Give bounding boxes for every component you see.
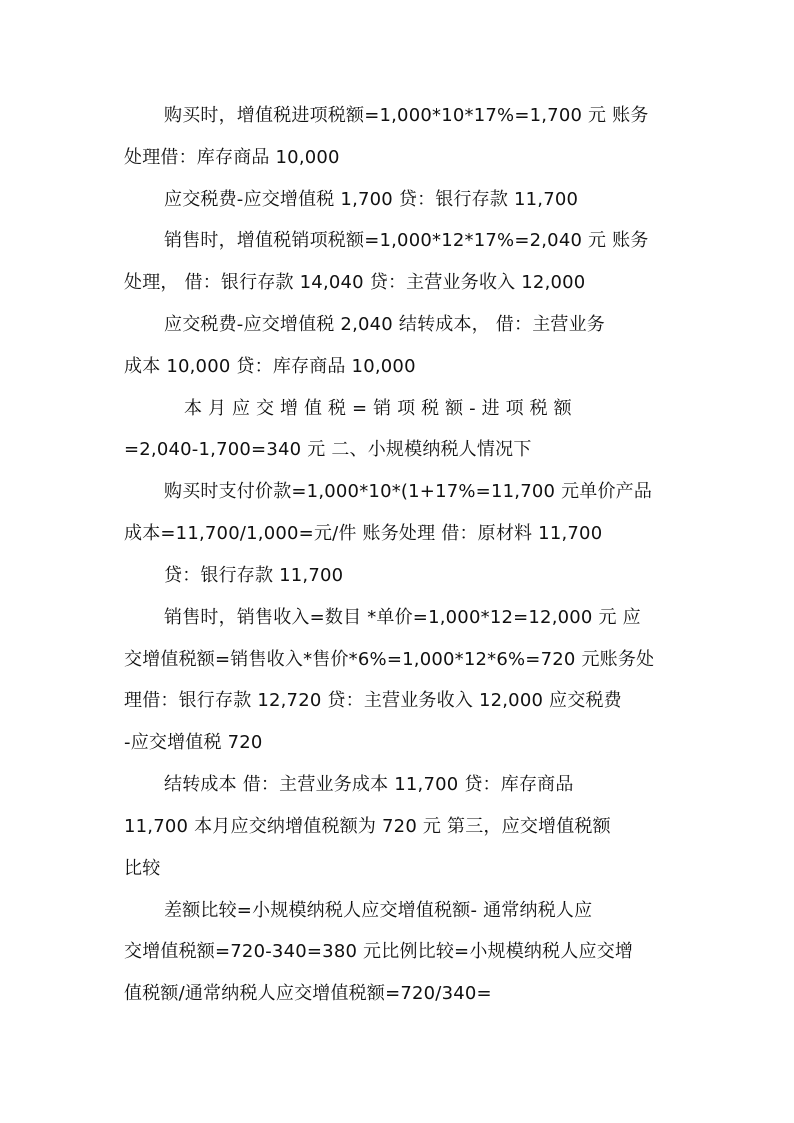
text-line: 销售时，销售收入=数目 *单价=1,000*12=12,000 元 应 bbox=[164, 607, 641, 628]
text-line: 交增值税额=720-340=380 元比例比较=小规模纳税人应交增 bbox=[124, 941, 634, 962]
text-line: 销售时，增值税销项税额=1,000*12*17%=2,040 元 账务 bbox=[164, 230, 649, 251]
text-line: 结转成本 借：主营业务成本 11,700 贷：库存商品 bbox=[164, 774, 574, 795]
text-line: 11,700 本月应交纳增值税额为 720 元 第三，应交增值税额 bbox=[124, 816, 611, 837]
text-line: 值税额/通常纳税人应交增值税额=720/340= bbox=[124, 983, 492, 1004]
text-line: 应交税费-应交增值税 2,040 结转成本， 借：主营业务 bbox=[164, 314, 605, 335]
text-line: 差额比较=小规模纳税人应交增值税额- 通常纳税人应 bbox=[164, 900, 593, 921]
text-line: 购买时，增值税进项税额=1,000*10*17%=1,700 元 账务 bbox=[164, 105, 649, 126]
text-line: 购买时支付价款=1,000*10*(1+17%=11,700 元单价产品 bbox=[164, 481, 653, 502]
text-line: 贷：银行存款 11,700 bbox=[164, 565, 344, 586]
text-line: 应交税费-应交增值税 1,700 贷：银行存款 11,700 bbox=[164, 189, 579, 210]
text-line: -应交增值税 720 bbox=[124, 732, 263, 753]
text-line: =2,040-1,700=340 元 二、小规模纳税人情况下 bbox=[124, 439, 532, 460]
text-line: 处理借：库存商品 10,000 bbox=[124, 147, 340, 168]
text-line: 理借：银行存款 12,720 贷：主营业务收入 12,000 应交税费 bbox=[124, 690, 622, 711]
text-line: 交增值税额=销售收入*售价*6%=1,000*12*6%=720 元账务处 bbox=[124, 649, 655, 670]
text-line: 本月应交增值税=销项税额-进项税额 bbox=[184, 398, 578, 419]
text-line: 成本 10,000 贷：库存商品 10,000 bbox=[124, 356, 416, 377]
text-line: 成本=11,700/1,000=元/件 账务处理 借：原材料 11,700 bbox=[124, 523, 603, 544]
text-line: 比较 bbox=[124, 858, 161, 879]
text-line: 处理， 借：银行存款 14,040 贷：主营业务收入 12,000 bbox=[124, 272, 586, 293]
